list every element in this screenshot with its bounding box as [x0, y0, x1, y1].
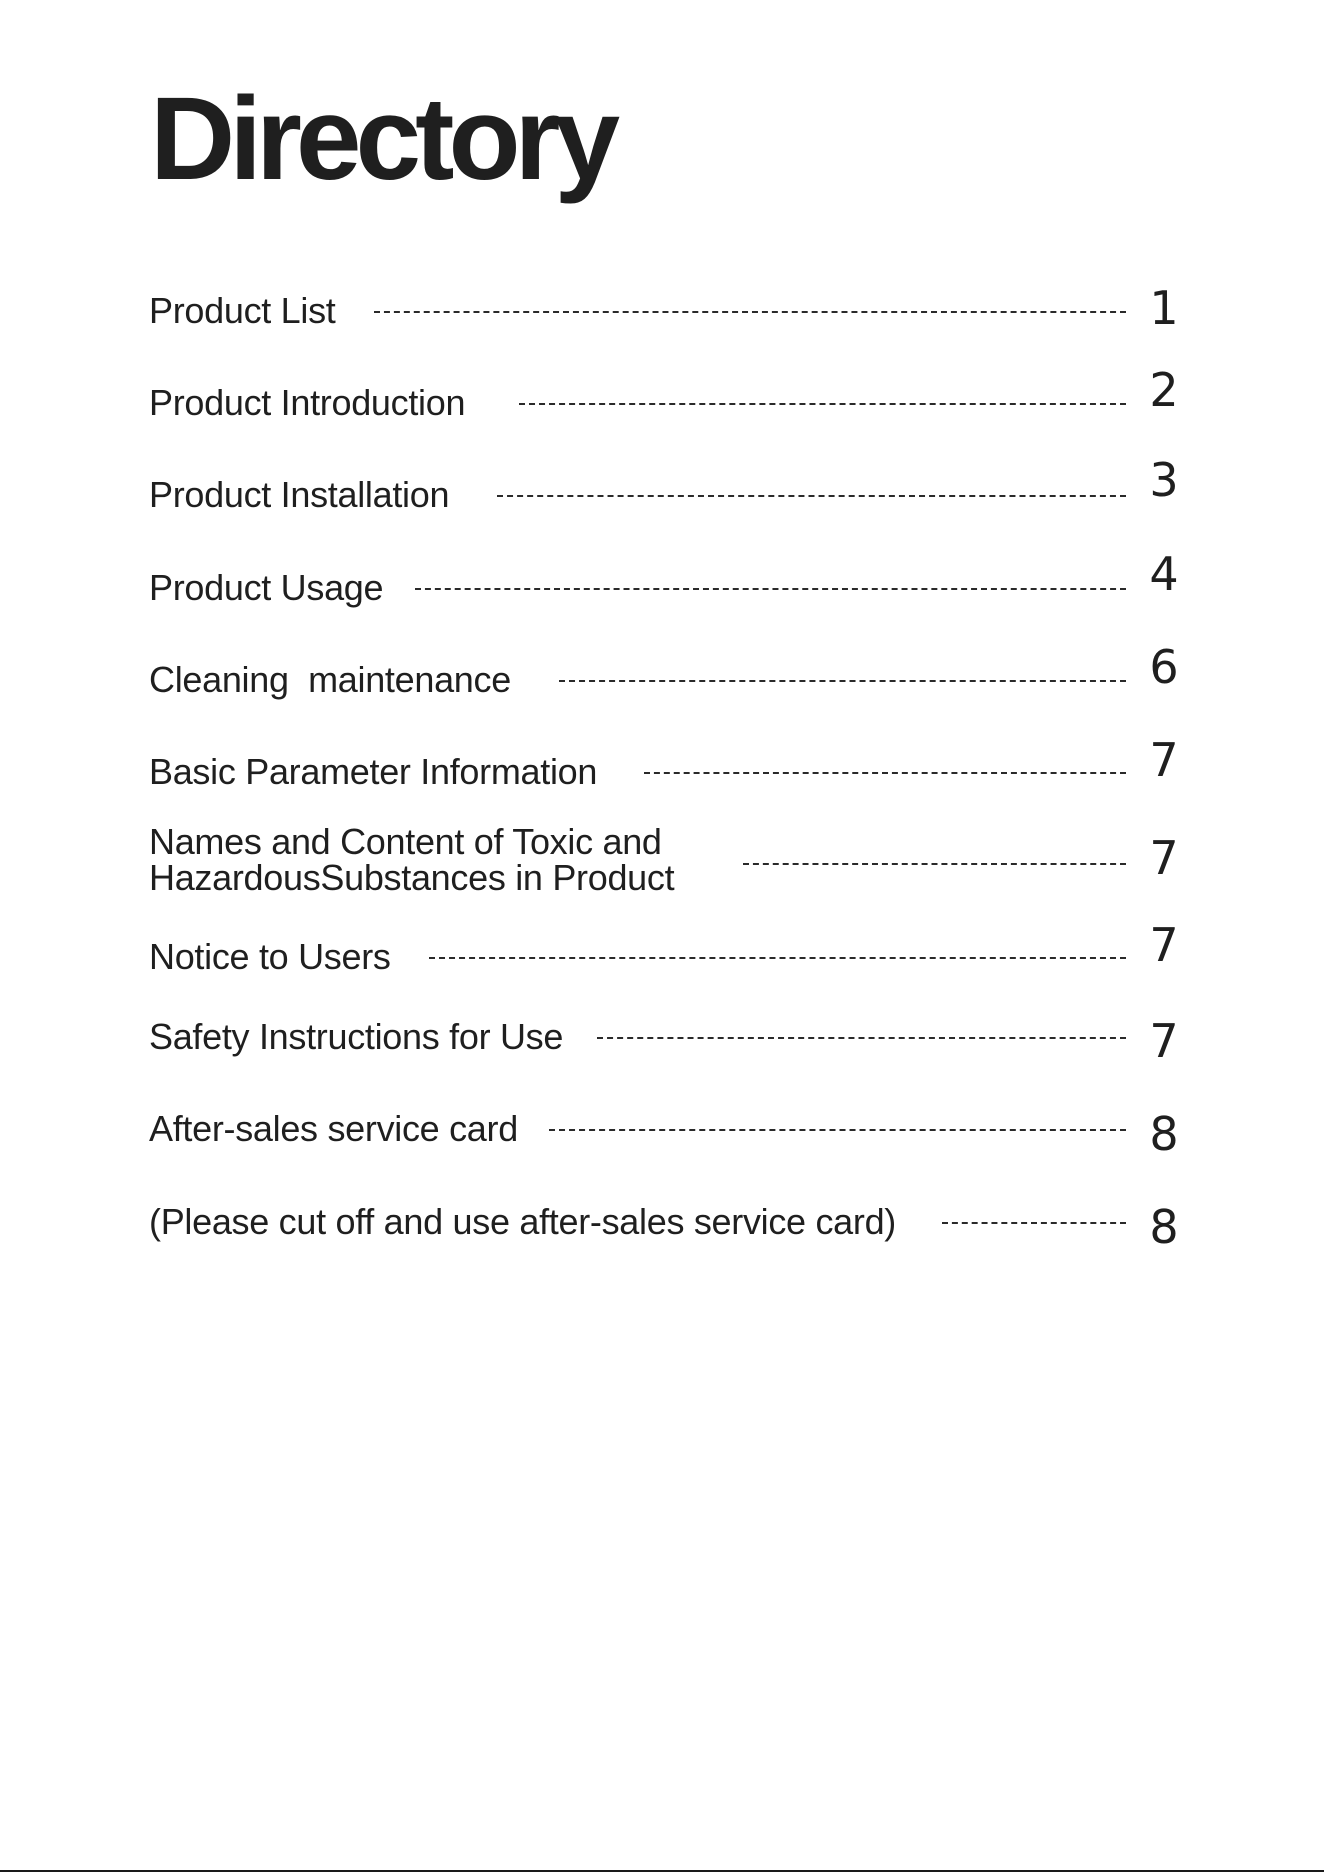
toc-entry-label-line-1: Names and Content of Toxic and [149, 821, 662, 862]
dotted-leader [415, 588, 1126, 590]
toc-entry-cleaning-maintenance [149, 640, 1184, 710]
toc-page-number: 7 [1149, 733, 1179, 787]
toc-entry-label: Product Usage [149, 567, 384, 608]
toc-entry-product-introduction [149, 363, 1184, 433]
toc-page-number: 6 [1149, 640, 1179, 694]
toc-entry-label: Notice to Users [149, 936, 391, 977]
dotted-leader [497, 495, 1126, 497]
toc-entry-safety-instructions [149, 1007, 1184, 1067]
dotted-leader [519, 403, 1126, 405]
toc-page-number: 4 [1149, 547, 1179, 601]
dotted-leader [597, 1037, 1126, 1039]
toc-entry-product-installation [149, 453, 1184, 525]
dotted-leader [942, 1222, 1126, 1224]
toc-entry-label [149, 821, 675, 898]
toc-page-number: 7 [1149, 918, 1179, 972]
toc-entry-label: Product List [149, 290, 336, 331]
toc-entry-label: (Please cut off and use after-sales service card) [149, 1201, 896, 1242]
toc-entry-label: Basic Parameter Information [149, 751, 598, 792]
toc-page-number: 2 [1149, 363, 1179, 417]
page-title: Directory [150, 73, 615, 205]
toc-entry-label: After-sales service card [149, 1108, 518, 1149]
toc-entry-label: Cleaning maintenance [149, 659, 511, 700]
toc-entry-label: Product Introduction [149, 382, 466, 423]
dotted-leader [429, 957, 1126, 959]
toc-page-number: 7 [1149, 831, 1179, 885]
dotted-leader [644, 772, 1126, 774]
toc-entry-label: Product Installation [149, 474, 450, 515]
toc-page-number: 7 [1149, 1014, 1179, 1068]
dotted-leader [374, 311, 1126, 313]
toc-entry-label: Safety Instructions for Use [149, 1016, 564, 1057]
toc-entry-after-sales-service-card [149, 1099, 1184, 1159]
toc-entry-notice-to-users [149, 918, 1184, 987]
toc-page-number: 8 [1149, 1107, 1179, 1161]
dotted-leader [559, 680, 1126, 682]
toc-entry-label-line-2: HazardousSubstances in Product [149, 857, 675, 898]
toc-entry-product-list [149, 281, 1184, 341]
toc-page-number: 3 [1149, 453, 1179, 507]
toc-page-number: 1 [1149, 281, 1179, 335]
toc-page-number: 8 [1149, 1200, 1179, 1254]
dotted-leader [549, 1129, 1126, 1131]
toc-entry-basic-parameter-information [149, 733, 1184, 802]
dotted-leader [743, 863, 1126, 865]
toc-entry-cut-off-card [149, 1192, 1184, 1252]
toc-entry-product-usage [149, 547, 1184, 618]
toc-entry-toxic-hazardous-substances [149, 821, 1184, 904]
